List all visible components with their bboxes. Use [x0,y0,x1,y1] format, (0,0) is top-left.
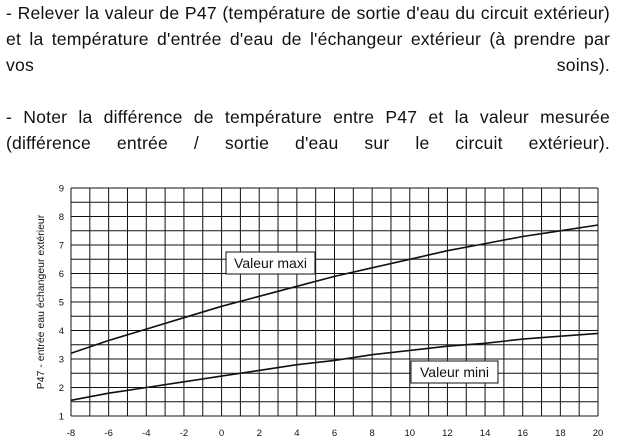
instruction-paragraph-1: - Relever la valeur de P47 (température de sortie d'eau du circuit extérieur) et la température d'entrée d'eau de l'échangeur extérieur (à prendre par vos soins). [6,3,610,75]
chart-grid [71,188,598,416]
x-tick-label: 16 [517,428,529,439]
annotation-maxi-label: Valeur maxi [234,255,307,271]
y-tick-label: 6 [58,269,64,280]
x-tick-label: 12 [442,428,453,439]
annotation-mini-label: Valeur mini [420,364,489,380]
y-tick-label: 2 [58,383,64,394]
y-tick-label: 5 [58,297,64,309]
x-tick-label: -4 [142,428,151,439]
y-tick-label: 1 [58,411,64,423]
x-tick-label: -8 [66,428,76,439]
y-tick-label: 8 [58,212,64,223]
x-tick-label: 2 [256,428,262,439]
x-tick-label: 14 [479,428,491,439]
annotation-mini [411,361,498,383]
y-tick-label: 3 [58,354,64,366]
x-tick-label: 10 [404,428,416,439]
x-tick-label: 18 [555,428,566,439]
y-tick-label: 9 [58,183,64,195]
x-tick-labels [67,428,604,439]
y-tick-label: 4 [58,326,64,337]
annotation-maxi [226,252,315,274]
y-tick-labels [59,184,64,423]
x-tick-label: 8 [369,428,375,439]
y-tick-label: 7 [58,240,64,252]
x-tick-label: -6 [104,428,113,439]
x-tick-label: 20 [592,428,604,439]
x-tick-label: 6 [331,428,338,439]
instruction-paragraph-2: - Noter la différence de température entre P47 et la valeur mesurée (différence entrée / sortie d'eau sur le circuit extérieur). [6,107,610,153]
x-tick-label: 0 [218,428,225,439]
x-tick-label: -2 [179,428,189,439]
y-axis-title: P47 - entrée eau échangeur extérieur [35,214,47,390]
x-tick-label: 4 [294,428,300,439]
